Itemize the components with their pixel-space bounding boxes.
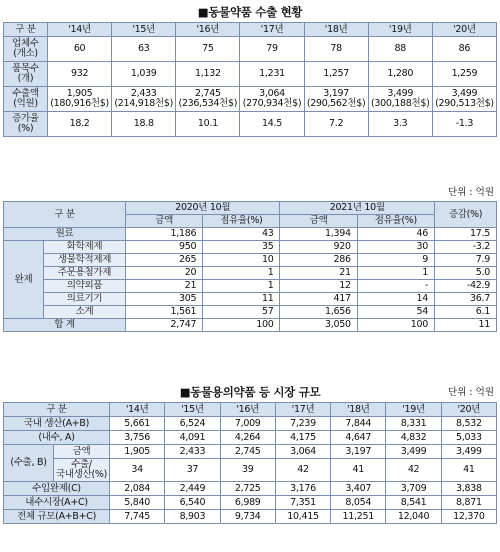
table-row xyxy=(4,112,497,137)
header-year: '14년 xyxy=(110,403,165,417)
table-cell: 950 xyxy=(126,241,203,254)
table-cell: 7.2 xyxy=(304,112,368,137)
table-row xyxy=(4,306,497,319)
header-year: '18년 xyxy=(331,403,386,417)
header-category: 구 분 xyxy=(4,23,48,37)
table-cell: 1,186 xyxy=(126,228,203,241)
group-label-export: (수출, B) xyxy=(4,445,54,482)
row-label: 업체수 (개소) xyxy=(4,37,48,62)
table-cell: 100 xyxy=(357,319,434,332)
table-cell: 4,647 xyxy=(331,431,386,445)
table-cell: 6,540 xyxy=(165,496,220,510)
header-year: '17년 xyxy=(275,403,330,417)
header-year: '15년 xyxy=(165,403,220,417)
table-cell: 8,903 xyxy=(165,510,220,524)
row-label: 수출/ 국내생산(%) xyxy=(54,459,110,482)
table-cell: 8,532 xyxy=(441,417,496,431)
table-cell: 7,351 xyxy=(275,496,330,510)
row-label: 증가율 (%) xyxy=(4,112,48,137)
table-cell: -1.3 xyxy=(432,112,496,137)
table-cell: 3,064 (270,934천$) xyxy=(240,87,304,112)
table-cell: 3,407 xyxy=(331,482,386,496)
table-cell: 305 xyxy=(126,293,203,306)
export-status-title: ■동물약품 수출 현황 xyxy=(197,5,303,19)
table-cell: 3,050 xyxy=(280,319,357,332)
table-cell: 5.0 xyxy=(435,267,497,280)
table-cell: 36.7 xyxy=(435,293,497,306)
table-cell: 54 xyxy=(357,306,434,319)
table-cell: 88 xyxy=(368,37,432,62)
row-label: 의료기기 xyxy=(44,293,126,306)
table-cell: 2,449 xyxy=(165,482,220,496)
header-2020-oct: 2020년 10월 xyxy=(126,202,280,215)
table-cell: 10.1 xyxy=(176,112,240,137)
table-cell: 63 xyxy=(112,37,176,62)
table-cell: 2,745 xyxy=(220,445,275,459)
header-year: '20년 xyxy=(432,23,496,37)
table-cell: 1,257 xyxy=(304,62,368,87)
row-label: 소계 xyxy=(44,306,126,319)
table-cell: 1,259 xyxy=(432,62,496,87)
table-row xyxy=(4,228,497,241)
table-row xyxy=(4,87,497,112)
table-cell: 39 xyxy=(220,459,275,482)
table-cell: 21 xyxy=(280,267,357,280)
table-cell: -42.9 xyxy=(435,280,497,293)
group-label-wanje: 완제 xyxy=(4,241,44,319)
table-cell: 21 xyxy=(126,280,203,293)
header-year: '19년 xyxy=(386,403,441,417)
table-cell: 79 xyxy=(240,37,304,62)
table-cell: 12 xyxy=(280,280,357,293)
table-cell: 43 xyxy=(203,228,280,241)
row-label: (내수, A) xyxy=(4,431,110,445)
table-cell: 1,561 xyxy=(126,306,203,319)
table-cell: 7,745 xyxy=(110,510,165,524)
row-label: 금액 xyxy=(54,445,110,459)
table-cell: 9 xyxy=(357,254,434,267)
header-year: '16년 xyxy=(176,23,240,37)
table-cell: 42 xyxy=(275,459,330,482)
table-cell: 4,264 xyxy=(220,431,275,445)
table-row xyxy=(4,431,497,445)
table-cell: 7,239 xyxy=(275,417,330,431)
table-cell: 30 xyxy=(357,241,434,254)
table-cell: 1,280 xyxy=(368,62,432,87)
header-category: 구 분 xyxy=(4,403,110,417)
market-size-table xyxy=(3,402,497,524)
table-cell: 2,433 xyxy=(165,445,220,459)
table-row xyxy=(4,280,497,293)
table-cell: 5,840 xyxy=(110,496,165,510)
table-cell: 7,009 xyxy=(220,417,275,431)
table-cell: 2,433 (214,918천$) xyxy=(112,87,176,112)
market-size-title: ■동물용의약품 등 시장 규모 xyxy=(179,385,321,399)
table-header-row xyxy=(4,23,497,37)
table-cell: 3,499 (300,188천$) xyxy=(368,87,432,112)
table-cell: 7,844 xyxy=(331,417,386,431)
table-cell: 4,832 xyxy=(386,431,441,445)
row-label: 수입완제(C) xyxy=(4,482,110,496)
table-cell: 78 xyxy=(304,37,368,62)
table-cell: -3.2 xyxy=(435,241,497,254)
table-cell: 7.9 xyxy=(435,254,497,267)
table-row xyxy=(4,319,497,332)
table-cell: 14.5 xyxy=(240,112,304,137)
table-cell: 932 xyxy=(48,62,112,87)
header-amount: 금액 xyxy=(280,215,357,228)
row-label: 생물학적제제 xyxy=(44,254,126,267)
table-cell: 6.1 xyxy=(435,306,497,319)
header-2021-oct: 2021년 10월 xyxy=(280,202,435,215)
table-row xyxy=(4,417,497,431)
table-cell: 417 xyxy=(280,293,357,306)
table-cell: 3,176 xyxy=(275,482,330,496)
header-category: 구 분 xyxy=(4,202,126,228)
row-label: 의약외품 xyxy=(44,280,126,293)
table-cell: 286 xyxy=(280,254,357,267)
table-cell: 35 xyxy=(203,241,280,254)
table-cell: 4,091 xyxy=(165,431,220,445)
table-cell: 37 xyxy=(165,459,220,482)
table-cell: 3,499 (290,513천$) xyxy=(432,87,496,112)
table-header-row xyxy=(4,202,497,215)
table-cell: 1,905 xyxy=(110,445,165,459)
table-cell: 12,370 xyxy=(441,510,496,524)
unit-label: 단위 : 억원 xyxy=(448,387,494,398)
table-cell: - xyxy=(357,280,434,293)
table-cell: 6,524 xyxy=(165,417,220,431)
table-cell: 12,040 xyxy=(386,510,441,524)
table-cell: 8,331 xyxy=(386,417,441,431)
table-row xyxy=(4,241,497,254)
table-cell: 14 xyxy=(357,293,434,306)
table-cell: 2,747 xyxy=(126,319,203,332)
table-cell: 46 xyxy=(357,228,434,241)
table-cell: 2,084 xyxy=(110,482,165,496)
table-cell: 2,745 (236,534천$) xyxy=(176,87,240,112)
table-cell: 1,394 xyxy=(280,228,357,241)
table-cell: 10,415 xyxy=(275,510,330,524)
table-row xyxy=(4,267,497,280)
row-label: 화학제제 xyxy=(44,241,126,254)
header-year: '19년 xyxy=(368,23,432,37)
table-cell: 86 xyxy=(432,37,496,62)
table-cell: 11,251 xyxy=(331,510,386,524)
table-cell: 6,989 xyxy=(220,496,275,510)
header-year: '18년 xyxy=(304,23,368,37)
table-cell: 1 xyxy=(203,280,280,293)
table-header-row xyxy=(4,403,497,417)
table-row xyxy=(4,62,497,87)
table-row xyxy=(4,459,497,482)
table-cell: 41 xyxy=(441,459,496,482)
table-cell: 75 xyxy=(176,37,240,62)
export-status-table xyxy=(3,22,497,137)
header-change: 증감(%) xyxy=(435,202,497,228)
table-cell: 10 xyxy=(203,254,280,267)
table-cell: 34 xyxy=(110,459,165,482)
row-label: 내수시장(A+C) xyxy=(4,496,110,510)
table-cell: 1,231 xyxy=(240,62,304,87)
header-year: '14년 xyxy=(48,23,112,37)
table-row xyxy=(4,254,497,267)
table-cell: 3,499 xyxy=(386,445,441,459)
table-cell: 265 xyxy=(126,254,203,267)
table-cell: 18.2 xyxy=(48,112,112,137)
table-cell: 9,734 xyxy=(220,510,275,524)
table-cell: 1,039 xyxy=(112,62,176,87)
header-year: '17년 xyxy=(240,23,304,37)
table-cell: 60 xyxy=(48,37,112,62)
header-year: '15년 xyxy=(112,23,176,37)
table-row xyxy=(4,445,497,459)
table-cell: 8,871 xyxy=(441,496,496,510)
table-cell: 3,838 xyxy=(441,482,496,496)
table-cell: 3,709 xyxy=(386,482,441,496)
header-amount: 금액 xyxy=(126,215,203,228)
row-label: 주문용첨가제 xyxy=(44,267,126,280)
row-label: 품목수 (개) xyxy=(4,62,48,87)
table-row xyxy=(4,496,497,510)
table-row xyxy=(4,482,497,496)
table-cell: 20 xyxy=(126,267,203,280)
table-cell: 4,175 xyxy=(275,431,330,445)
row-label: 전체 규모(A+B+C) xyxy=(4,510,110,524)
table-cell: 3,197 xyxy=(331,445,386,459)
row-label: 원료 xyxy=(4,228,126,241)
unit-label: 단위 : 억원 xyxy=(448,187,494,198)
table-cell: 41 xyxy=(331,459,386,482)
table-row xyxy=(4,37,497,62)
table-cell: 18.8 xyxy=(112,112,176,137)
table-cell: 100 xyxy=(203,319,280,332)
table-cell: 5,033 xyxy=(441,431,496,445)
row-label: 수출액 (억원) xyxy=(4,87,48,112)
table-cell: 1,905 (180,916천$) xyxy=(48,87,112,112)
table-cell: 1,656 xyxy=(280,306,357,319)
table-cell: 3,756 xyxy=(110,431,165,445)
export-by-category-table xyxy=(3,201,497,332)
header-year: '20년 xyxy=(441,403,496,417)
table-row xyxy=(4,293,497,306)
table-cell: 8,541 xyxy=(386,496,441,510)
table-cell: 11 xyxy=(435,319,497,332)
table-cell: 42 xyxy=(386,459,441,482)
table-cell: 5,661 xyxy=(110,417,165,431)
header-share: 점유율(%) xyxy=(357,215,434,228)
table-cell: 3,499 xyxy=(441,445,496,459)
row-label: 합 계 xyxy=(4,319,126,332)
table-cell: 3,064 xyxy=(275,445,330,459)
header-share: 점유율(%) xyxy=(203,215,280,228)
table-cell: 1 xyxy=(357,267,434,280)
table-row xyxy=(4,510,497,524)
table-cell: 57 xyxy=(203,306,280,319)
header-year: '16년 xyxy=(220,403,275,417)
table-cell: 1,132 xyxy=(176,62,240,87)
row-label: 국내 생산(A+B) xyxy=(4,417,110,431)
table-cell: 3,197 (290,562천$) xyxy=(304,87,368,112)
table-cell: 920 xyxy=(280,241,357,254)
table-cell: 17.5 xyxy=(435,228,497,241)
table-cell: 11 xyxy=(203,293,280,306)
table-cell: 2,725 xyxy=(220,482,275,496)
table-cell: 3.3 xyxy=(368,112,432,137)
table-cell: 8,054 xyxy=(331,496,386,510)
table-cell: 1 xyxy=(203,267,280,280)
